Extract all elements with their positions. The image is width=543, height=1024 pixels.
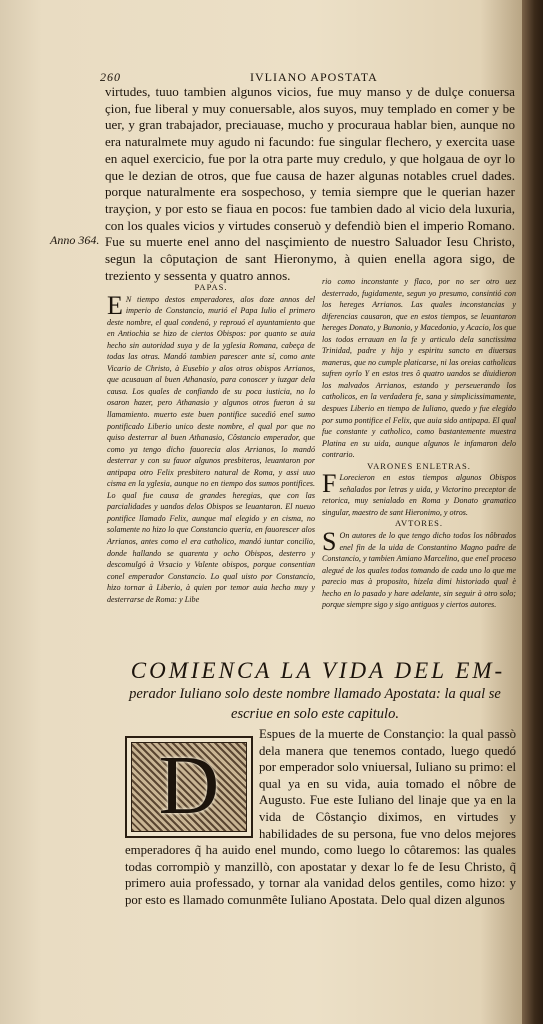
autores-text xyxy=(322,527,516,611)
decorated-initial-d xyxy=(125,736,253,838)
left-column xyxy=(107,282,315,605)
running-title: IVLIANO APOSTATA xyxy=(250,70,378,84)
initial-letter: D xyxy=(158,739,220,832)
papas-continuation: rio como inconstante y flaco, por no ser otro uez desterrado, fugidamente, segun yo presumo, consintió con los hereges Arrianos. Las quales inconstancias y diferencias causaron, que en estos tiempos, se leuantaron hereges Donato, y Bunonio, y Macedonio, y Acacio, los que los todos errauan en la fe y articulo dela sanctissima Trinidad, padre y hijo y espiritu sancto en diuersas maneras, que no cumple platicarse, ni las oreias catholicas sufren oyrlo Y en estos tres ô quatro uandos se diuidieron los malvados Arrianos, estando y perseuerando los catholicos, en la verdadera fe, sana y simplicissimamente, despues Liberio en tiempo de Iuliano, quedo y fue elegido por sumo pontifice el Felix, que auia sido antipapa. El qual fue constante y catholico, como bastantemente muestra Platina en su uida, aunque algunos le infamaron delo contrario. xyxy=(322,277,516,460)
section-heading-autores: AVTORES. xyxy=(394,518,444,529)
section-heading-varones: VARONES ENLETRAS. xyxy=(367,460,471,471)
chapter-title: COMIENCA LA VIDA DEL EM- xyxy=(130,658,506,683)
papas-initial: E xyxy=(107,290,123,320)
varones-body: Lorecieron en estos tiempos algunos Obispos señalados por letras y uida, y Victorino preceptor de retorica, muy senialado en Roma y Donato gramatico singular, maestro de sant Hieronimo, y otros. xyxy=(322,473,516,517)
varones-text xyxy=(322,469,516,518)
page-number: 260 xyxy=(100,70,121,84)
varones-initial: F xyxy=(322,469,337,499)
autores-initial: S xyxy=(322,527,337,557)
main-paragraph xyxy=(125,726,516,909)
right-column xyxy=(322,276,516,611)
main-paragraph-text: Espues de la muerte de Constançio: la qual passò dela manera que tenemos contado, luego quedó por emperador solo vniuersal, Iuliano su primo: el qual ya en su vida, auia tomado el nôbre de Augusto. Fue este Iuliano del linaje que ya en la vida de Côstançio diximos, en virtudes y habilidades de su persona, fue vno delos mejores emperadores q̃ ha auido enel mundo, como luego lo côtaremos: las quales todas corrompiò y manzillò, con apostatar y dexar lo fe de Iesu Christo, q̃ primero auia professado, y tornar ala vanidad delos gentiles, como hizo: y por esto es llamado comunmête Iuliano Apostata. Delo qual dizen algunos xyxy=(125,727,516,907)
intro-paragraph: virtudes, tuuo tambien algunos vicios, fue muy manso y de dulçe conuersa çion, fue liberal y muy conuersable, alos suyos, muy templado en comer y be uer, y gran trabajador, preciauase, mucho y procuraua hablar bien, aunque no era naturalmete muy agudo ni facundo: fue singular flechero, y exercita uase en aquel exercicio, fue por la otra parte muy credulo, y que holgaua de oyr lo que le dezian de otros, que fue causa de hazer algunas notables cruel dades. porque naturalmente era sospechoso, y temia siempre que le querian hazer trayçion, y por esto se fiaua en pocos: fue tambien dado al vicio dela luxuria, con los quales vicios y virtudes conseruò y defendiò bien el imperio Romano. Fue su muerte enel anno del nasçimiento de nuestro Saluador Iesu Christo, segun la côputaçion de sant Hieronymo, à quien enella agora sigo, de treziento y sessenta y quatro annos. xyxy=(105,84,515,283)
papas-body: N tiempo destos emperadores, alos doze annos del imperio de Constancio, murió el Papa Iulio el primero deste nombre, el qual condenó, y reprouó el ayuntamiento que en Antiochia se hizo de ciertos Obispos: por quanto se auia hecho sin autoridad suya y de la yglesia Romana, cabeça de todas las otras. Mandó tambien parescer ante sí, como ante Vicario de Christo, à Eusebio y alos otros obispos Arrianos, que acusauan al buen Athanasio, para conoscer y iuzgar dela causa. Los quales de confiando de su poca iusticia, no lo osaron hazer, pero Athanasio y algunos otros fueron à su llamamiento. muerto este buen pontifice sucedió enel sumo pontificado Liberio unico deste nombre, el qual por que no quiso desterrar al buen Athanasio, Côstancio emperador, que como ya tengo dicho fauorecia alos Arrianos, lo mandó desterrar y con su fauor algunos presbiteros, leuantaron por antipapa otro Felix presbitero natural de Roma, y assi uuo cisma en la yglesia, aunque no en tiempo dos sumos pontifices. Lo qual fue causa de grandes heregias, que con las parcialidades y uandos delos Obispos se leuantaron. El nueuo pontifice llamado Felix, aunque mal elegido y en cisma, no solamente no hizo lo que Constancio queria, en fauorescer alos Arrianos, antes como el era catholico, mandó iuntar concilio, donde hallando se quarenta y ocho Obispos, desterro y descomulgó à Vrsacio y Valente obispos, porque consentian conel emperador Constancio. Lo qual uisto por Constancio, hizo tornar à Liberio, à quien por temor auia hecho muy y desterrarse de Roma: y Libe xyxy=(107,294,315,604)
chapter-subtitle: perador Iuliano solo deste nombre llamado Apostata: la qual se escriue en solo este capitulo. xyxy=(129,686,501,722)
margin-note-year: Anno 364. xyxy=(50,233,100,247)
papas-text xyxy=(107,290,315,606)
section-heading-papas: PAPAS. xyxy=(194,282,228,292)
autores-body: On autores de lo que tengo dicho todos los nôbrados enel fin de la uida de Constantino Magno padre de Constancio, y tambien Amiano Marcelino, que enel proceso alegué de los quales todos tomando de cada uno lo que me parecio mas à proposito, hizela dimi historiado qual è hecho en lo pasado y hare adelante, sin seguir à otro solo; porque siempre sigo y sigo antiguos y ciertos autores. xyxy=(322,531,516,610)
book-binding-edge xyxy=(522,0,543,1024)
